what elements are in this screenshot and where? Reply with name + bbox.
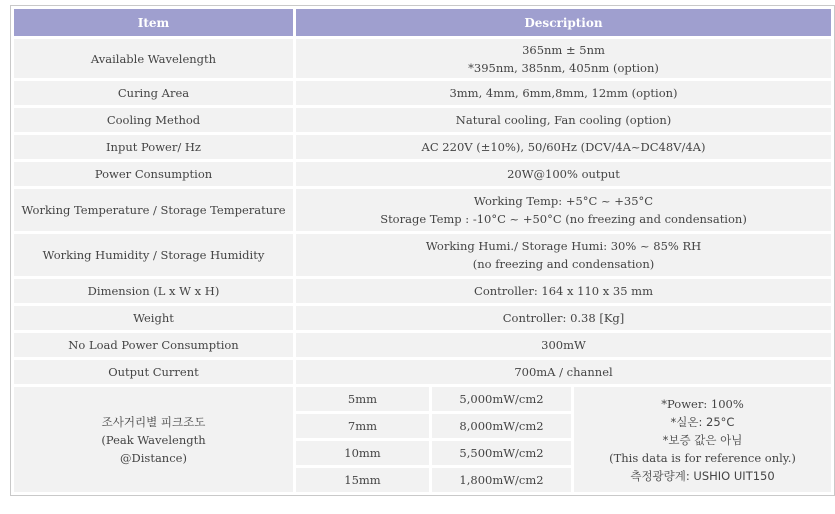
description-cell: 700mA / channel <box>296 360 831 384</box>
description-line: 365nm ± 5nm <box>522 42 605 57</box>
peak-label-english-2: @Distance) <box>120 450 187 465</box>
header-description: Description <box>296 9 831 36</box>
description-cell <box>296 234 831 276</box>
item-cell: Working Temperature / Storage Temperature <box>14 189 293 231</box>
description-cell: AC 220V (±10%), 50/60Hz (DCV/4A~DC48V/4A) <box>296 135 831 159</box>
item-cell: Power Consumption <box>14 162 293 186</box>
item-cell: Cooling Method <box>14 108 293 132</box>
table-row <box>14 108 831 132</box>
description-line: Working Temp: +5°C ~ +35°C <box>473 194 654 208</box>
description-cell: Controller: 164 x 110 x 35 mm <box>296 279 831 303</box>
table-row <box>14 135 831 159</box>
distance-cell: 5mm <box>296 387 429 411</box>
description-line: *395nm, 385nm, 405nm (option) <box>468 60 659 75</box>
table-row <box>14 234 831 276</box>
description-cell: Controller: 0.38 [Kg] <box>296 306 831 330</box>
item-cell: Dimension (L x W x H) <box>14 279 293 303</box>
peak-label-cell <box>14 387 293 492</box>
table-row <box>14 333 831 357</box>
description-line: Storage Temp : -10°C ~ +50°C (no freezing and condensation) <box>380 212 747 226</box>
item-cell: No Load Power Consumption <box>14 333 293 357</box>
table-row <box>14 189 831 231</box>
note-line: *보증 값은 아님 <box>662 432 743 447</box>
irradiance-cell: 5,500mW/cm2 <box>432 441 571 465</box>
distance-cell: 7mm <box>296 414 429 438</box>
distance-cell: 10mm <box>296 441 429 465</box>
description-line: Working Humi./ Storage Humi: 30% ~ 85% RH <box>425 239 702 253</box>
description-cell: Natural cooling, Fan cooling (option) <box>296 108 831 132</box>
item-cell: Available Wavelength <box>14 39 293 78</box>
table-row <box>14 39 831 78</box>
item-cell: Weight <box>14 306 293 330</box>
header-item: Item <box>14 9 293 36</box>
description-line: (no freezing and condensation) <box>472 257 655 271</box>
irradiance-cell: 1,800mW/cm2 <box>432 468 571 492</box>
note-line: *실온: 25°C <box>670 414 735 429</box>
peak-label-english: (Peak Wavelength <box>101 432 206 447</box>
description-cell: 300mW <box>296 333 831 357</box>
distance-cell: 15mm <box>296 468 429 492</box>
item-cell: Curing Area <box>14 81 293 105</box>
measurement-notes <box>574 387 831 492</box>
peak-row <box>14 387 831 411</box>
description-cell <box>296 189 831 231</box>
table-row <box>14 360 831 384</box>
item-cell: Input Power/ Hz <box>14 135 293 159</box>
note-line: (This data is for reference only.) <box>609 450 796 465</box>
irradiance-cell: 5,000mW/cm2 <box>432 387 571 411</box>
peak-label-korean: 조사거리별 피크조도 <box>101 414 206 429</box>
note-line: *Power: 100% <box>661 396 744 411</box>
table-row <box>14 162 831 186</box>
description-cell <box>296 39 831 78</box>
table-row <box>14 279 831 303</box>
irradiance-cell: 8,000mW/cm2 <box>432 414 571 438</box>
table-row <box>14 81 831 105</box>
spec-table <box>10 5 835 496</box>
description-cell: 3mm, 4mm, 6mm,8mm, 12mm (option) <box>296 81 831 105</box>
item-cell: Output Current <box>14 360 293 384</box>
description-cell: 20W@100% output <box>296 162 831 186</box>
note-line: 측정광량계: USHIO UIT150 <box>630 468 775 483</box>
table-row <box>14 306 831 330</box>
header-row <box>14 9 831 36</box>
item-cell: Working Humidity / Storage Humidity <box>14 234 293 276</box>
